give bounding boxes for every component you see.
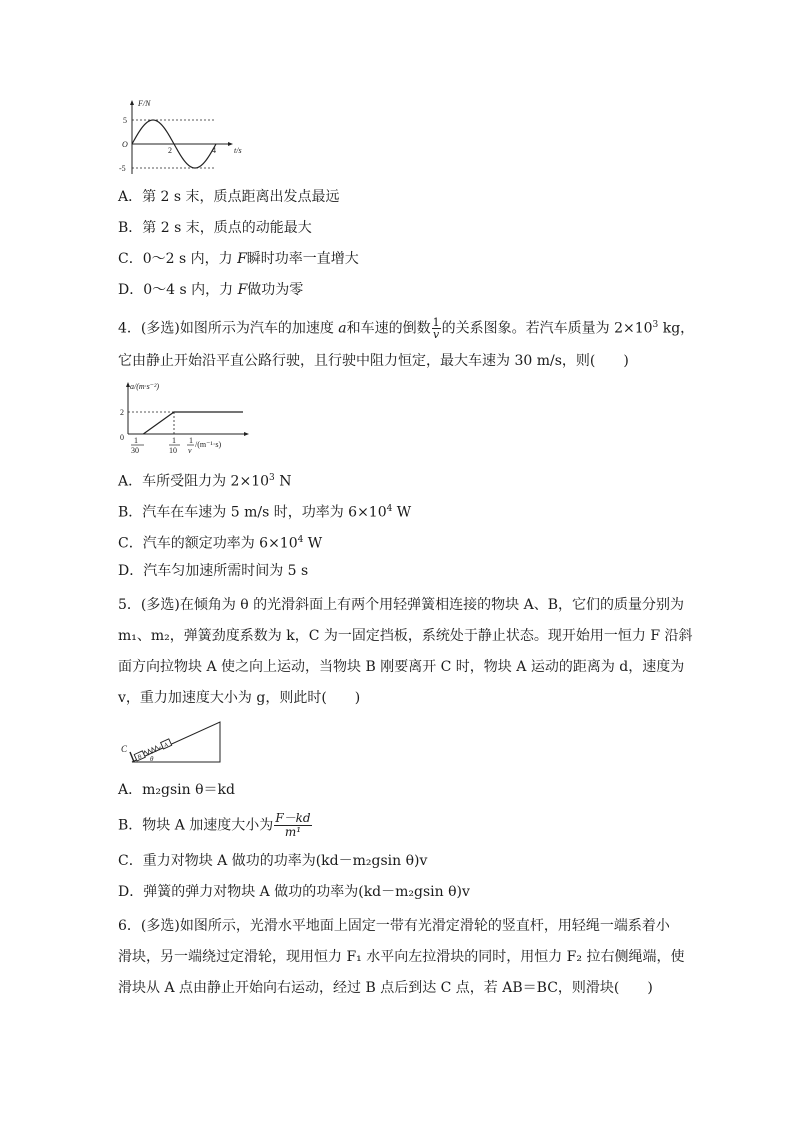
q4-option-a [118, 469, 291, 491]
q4-option-c [118, 531, 322, 553]
q5-option-b-num: F－kd [275, 811, 311, 825]
q5-option-b-fraction [274, 812, 311, 839]
q3-option-b: B．第 2 s 末，质点的动能最大 [118, 220, 312, 236]
q4-xlabel-unit: /(m⁻¹·s) [195, 440, 222, 449]
q4-option-a-pre: A．车所受阻力为 2×10 [118, 473, 270, 490]
q4-stem-var: a [338, 320, 347, 337]
q5-stem-line3: 面方向拉物块 A 使之向上运动，当物块 B 刚要离开 C 时，物块 A 运动的距离为 d，速度为 [118, 659, 685, 675]
q4-y-label: a/(m·s⁻²) [130, 382, 160, 391]
q3-axes [130, 100, 233, 174]
q3-option-d-var: F [237, 282, 248, 298]
q4-stem-d: kg， [658, 320, 695, 337]
q3-option-c-var: F [237, 251, 247, 267]
q4-option-b-exp: 4 [386, 504, 393, 514]
q4-stem-c: 的关系图象。若汽车质量为 2×10 [441, 320, 653, 337]
q4-option-c-post: W [303, 535, 323, 552]
q4-x1-den: 30 [131, 446, 139, 455]
q4-option-b-post: W [392, 504, 412, 521]
q3-origin: O [122, 140, 128, 149]
q4-option-b-pre: B．汽车在车速为 5 m/s 时，功率为 6×10 [118, 504, 387, 521]
q4-xlabel-num: 1 [189, 436, 193, 445]
q4-tick-2: 2 [120, 408, 124, 417]
q3-option-d [118, 281, 303, 299]
q3-option-d-pre: D．0～4 s 内，力 [118, 282, 238, 298]
q4-option-b [118, 500, 411, 522]
q3-y-label: F/N [138, 99, 151, 108]
q4-data-line [143, 412, 243, 434]
q4-x2-den: 10 [169, 446, 177, 455]
q4-stem-a: 4．(多选)如图所示为汽车的加速度 [118, 320, 339, 337]
q6-stem-line1: 6．(多选)如图所示，光滑水平地面上固定一带有光滑定滑轮的竖直杆，用轻绳一端系着小 [118, 918, 670, 934]
q3-x-arrow [228, 142, 233, 146]
q3-tick-4: 4 [212, 146, 216, 155]
q3-option-c-post: 瞬时功率一直增大 [246, 251, 359, 267]
q4-xlabel-den: v [188, 446, 192, 455]
q5-label-b: B [136, 754, 143, 762]
q4-x2-num: 1 [172, 436, 176, 445]
q3-y-arrow [130, 100, 134, 105]
q4-stem-line1 [118, 316, 694, 340]
q4-option-c-pre: C．汽车的额定功率为 6×10 [118, 535, 298, 552]
q3-tick-2: 2 [168, 146, 172, 155]
q3-option-c [118, 250, 359, 268]
q4-origin: 0 [120, 433, 124, 442]
q5-option-b-pre: B．物块 A 加速度大小为 [118, 817, 274, 834]
q4-stem-exp: 3 [652, 320, 659, 330]
q6-stem-line3: 滑块从 A 点由静止开始向右运动，经过 B 点后到达 C 点，若 AB＝BC，则滑块( ) [118, 980, 653, 996]
q3-tick-neg5: -5 [119, 164, 126, 173]
q5-label-a: A [163, 742, 170, 750]
q5-option-a: A．m₂gsin θ＝kd [118, 782, 235, 798]
q4-x1-num: 1 [134, 436, 138, 445]
q4-stem-fraction [432, 317, 441, 340]
q5-stem-line1: 5．(多选)在倾角为 θ 的光滑斜面上有两个用轻弹簧相连接的物块 A、B，它们的质量分别为 [118, 597, 685, 613]
q5-label-theta: θ [150, 755, 154, 763]
q5-label-c: C [121, 744, 128, 754]
q5-option-b-den: m¹ [284, 825, 302, 839]
q5-stem-line2: m₁、m₂，弹簧劲度系数为 k，C 为一固定挡板，系统处于静止状态。现开始用一恒力 F 沿斜 [118, 628, 693, 644]
q5-stem-line4: v，重力加速度大小为 g，则此时( ) [118, 690, 361, 706]
q5-option-c: C．重力对物块 A 做功的功率为(kd－m₂gsin θ)v [118, 853, 428, 869]
q5-option-b [118, 812, 313, 839]
q3-option-a: A．第 2 s 末，质点距离出发点最远 [118, 189, 340, 205]
q6-stem-line2: 滑块，另一端绕过定滑轮，现用恒力 F₁ 水平向左拉滑块的同时，用恒力 F₂ 拉右侧绳端，使 [118, 949, 685, 965]
q4-stem-line2: 它由静止开始沿平直公路行驶，且行驶中阻力恒定，最大车速为 30 m/s，则( ) [118, 353, 629, 369]
q5-incline [132, 722, 220, 762]
q5-incline-figure [118, 718, 224, 766]
q4-x-arrow [244, 432, 249, 436]
q4-acceleration-graph [118, 380, 266, 456]
q3-x-label: t/s [234, 146, 242, 155]
q4-option-a-post: N [274, 473, 292, 490]
q3-option-c-pre: C．0～2 s 内，力 [118, 251, 238, 267]
q4-option-a-exp: 3 [269, 473, 275, 483]
q3-force-time-graph [118, 98, 250, 176]
q5-stopper-c [130, 752, 134, 762]
q3-tick-5: 5 [123, 116, 127, 125]
q4-frac-num: 1 [432, 316, 440, 330]
q4-frac-den: v [433, 328, 440, 342]
q4-option-c-exp: 4 [297, 535, 304, 545]
q4-stem-b: 和车速的倒数 [346, 320, 431, 337]
q5-option-d: D．弹簧的弹力对物块 A 做功的功率为(kd－m₂gsin θ)v [118, 884, 470, 900]
q3-option-d-post: 做功为零 [247, 282, 304, 298]
q4-option-d: D．汽车匀加速所需时间为 5 s [118, 563, 309, 579]
